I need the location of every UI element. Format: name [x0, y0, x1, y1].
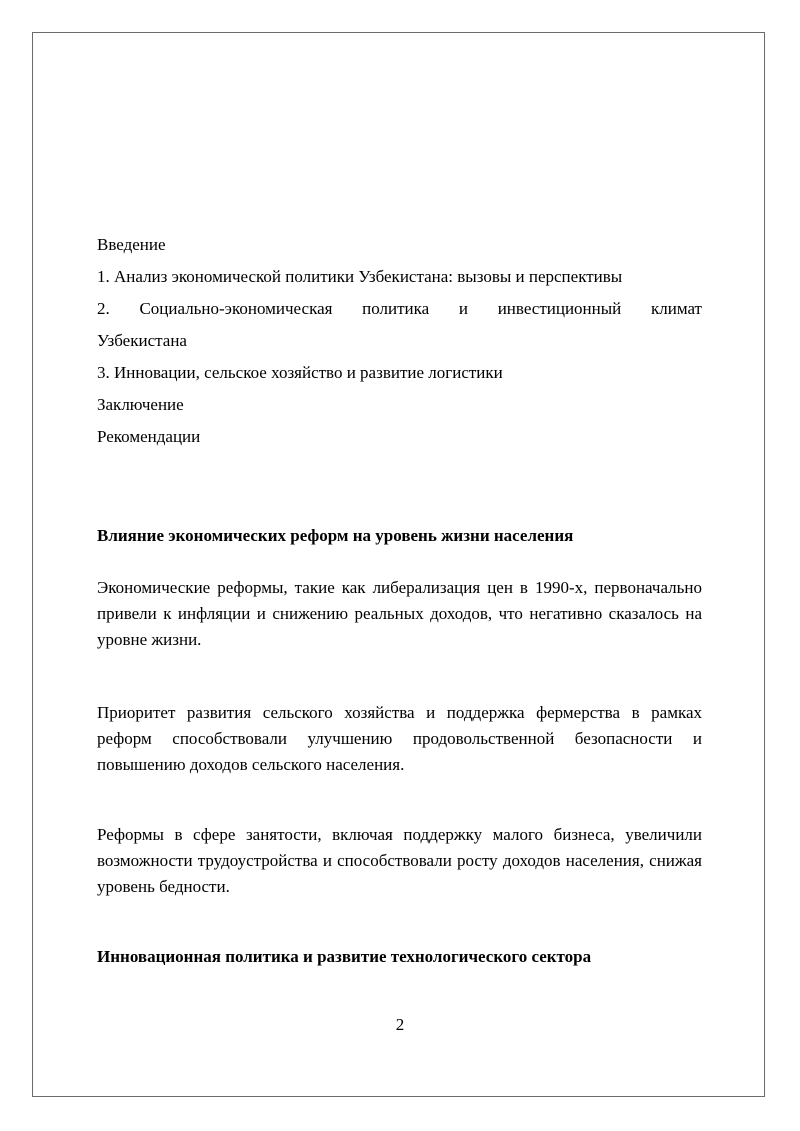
toc-item-3: 3. Инновации, сельское хозяйство и развитие логистики — [97, 363, 503, 382]
page-frame — [32, 32, 765, 1097]
page-number: 2 — [395, 1015, 405, 1034]
paragraph-reforms-1: Экономические реформы, такие как либерализация цен в 1990-х, первоначально привели к инфляции и снижению реальных доходов, что негативно сказалось на уровне жизни. — [97, 578, 702, 649]
toc-item-intro: Введение — [97, 235, 166, 254]
toc-item-1: 1. Анализ экономической политики Узбекистана: вызовы и перспективы — [97, 267, 623, 286]
toc-item-recommendations: Рекомендации — [97, 427, 201, 446]
toc-item-2-line-1: 2. Социально-экономическая политика и инвестиционный климат — [97, 299, 702, 318]
table-of-contents — [97, 229, 702, 453]
paragraph-reforms-3: Реформы в сфере занятости, включая поддержку малого бизнеса, увеличили возможности трудоустройства и способствовали росту доходов населения, снижая уровень бедности. — [97, 825, 702, 896]
section-heading-reforms: Влияние экономических реформ на уровень жизни населения — [97, 526, 574, 545]
section-heading-innovation: Инновационная политика и развитие технологического сектора — [97, 947, 592, 966]
toc-item-conclusion: Заключение — [97, 395, 184, 414]
toc-item-2-line-2: Узбекистана — [97, 331, 187, 350]
paragraph-reforms-2: Приоритет развития сельского хозяйства и поддержка фермерства в рамках реформ способствовали улучшению продовольственной безопасности и повышению доходов сельского населения. — [97, 703, 702, 774]
